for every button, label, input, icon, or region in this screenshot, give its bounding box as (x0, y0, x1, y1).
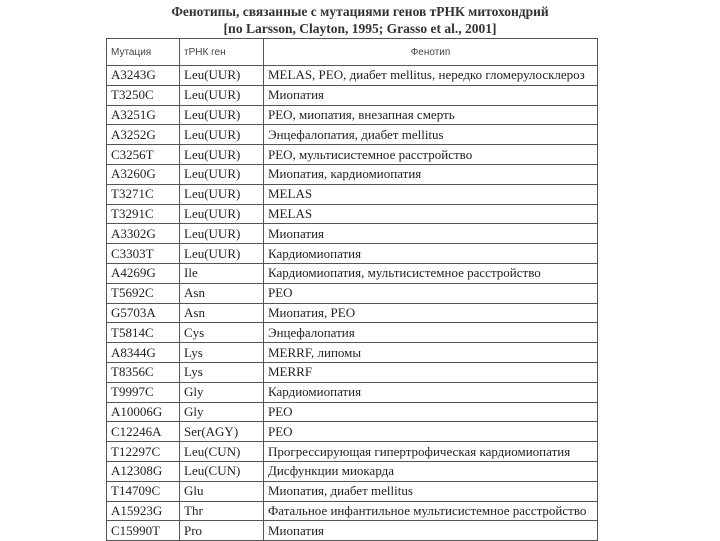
cell-mutation: T5814C (107, 323, 180, 343)
cell-mutation: C12246A (107, 422, 180, 442)
table-row (107, 184, 598, 204)
cell-mutation: T12297C (107, 442, 180, 462)
cell-phenotype: Миопатия, PEO (264, 303, 598, 323)
cell-phenotype: Кардиомиопатия (264, 382, 598, 402)
cell-trna-gene: Lys (180, 362, 264, 382)
cell-trna-gene: Cys (180, 323, 264, 343)
cell-phenotype: Миопатия (264, 521, 598, 541)
mutation-phenotype-table (106, 38, 598, 541)
cell-mutation: A3252G (107, 125, 180, 145)
table-row (107, 442, 598, 462)
cell-mutation: A4269G (107, 263, 180, 283)
cell-phenotype: PEO (264, 422, 598, 442)
cell-phenotype: MERRF, липомы (264, 343, 598, 363)
cell-trna-gene: Leu(UUR) (180, 85, 264, 105)
cell-trna-gene: Gly (180, 402, 264, 422)
table-row (107, 85, 598, 105)
cell-trna-gene: Leu(CUN) (180, 442, 264, 462)
table-row (107, 461, 598, 481)
column-header-phenotype: Фенотип (264, 39, 598, 66)
table-row (107, 224, 598, 244)
cell-phenotype: Миопатия, диабет mellitus (264, 481, 598, 501)
cell-phenotype: MELAS, PEO, диабет mellitus, нередко гломерулосклероз (264, 66, 598, 86)
table-row (107, 204, 598, 224)
cell-phenotype: Миопатия, кардиомиопатия (264, 164, 598, 184)
table-row (107, 125, 598, 145)
column-header-trna-gene: тРНК ген (180, 39, 264, 66)
cell-mutation: T3271C (107, 184, 180, 204)
table-row (107, 521, 598, 541)
cell-trna-gene: Leu(UUR) (180, 224, 264, 244)
column-header-mutation: Мутация (107, 39, 180, 66)
cell-trna-gene: Leu(UUR) (180, 105, 264, 125)
cell-trna-gene: Leu(UUR) (180, 125, 264, 145)
cell-mutation: C3256T (107, 145, 180, 165)
cell-mutation: T9997C (107, 382, 180, 402)
cell-mutation: A8344G (107, 343, 180, 363)
cell-trna-gene: Leu(UUR) (180, 164, 264, 184)
cell-trna-gene: Leu(UUR) (180, 204, 264, 224)
cell-trna-gene: Glu (180, 481, 264, 501)
cell-mutation: T3250C (107, 85, 180, 105)
cell-mutation: T8356C (107, 362, 180, 382)
cell-trna-gene: Leu(CUN) (180, 461, 264, 481)
title-line-1: Фенотипы, связанные с мутациями генов тРНК митохондрий (171, 4, 549, 19)
table-row (107, 164, 598, 184)
cell-phenotype: Кардиомиопатия, мультисистемное расстройство (264, 263, 598, 283)
cell-trna-gene: Lys (180, 343, 264, 363)
cell-phenotype: Кардиомиопатия (264, 244, 598, 264)
table-row (107, 244, 598, 264)
cell-phenotype: Энцефалопатия, диабет mellitus (264, 125, 598, 145)
cell-phenotype: PEO (264, 402, 598, 422)
cell-mutation: A15923G (107, 501, 180, 521)
cell-mutation: A10006G (107, 402, 180, 422)
cell-mutation: A3302G (107, 224, 180, 244)
cell-phenotype: Фатальное инфантильное мультисистемное расстройство (264, 501, 598, 521)
table-row (107, 105, 598, 125)
cell-phenotype: MELAS (264, 204, 598, 224)
table-row (107, 263, 598, 283)
cell-mutation: C3303T (107, 244, 180, 264)
cell-mutation: A3260G (107, 164, 180, 184)
cell-trna-gene: Leu(UUR) (180, 145, 264, 165)
cell-trna-gene: Leu(UUR) (180, 66, 264, 86)
cell-phenotype: Энцефалопатия (264, 323, 598, 343)
table-row (107, 323, 598, 343)
table-row (107, 422, 598, 442)
title-line-2-citation: [по Larsson, Clayton, 1995; Grasso et al., 2001] (223, 21, 497, 36)
cell-trna-gene: Thr (180, 501, 264, 521)
cell-phenotype: Миопатия (264, 224, 598, 244)
table-row (107, 501, 598, 521)
cell-mutation: A3243G (107, 66, 180, 86)
cell-trna-gene: Ser(AGY) (180, 422, 264, 442)
cell-phenotype: PEO (264, 283, 598, 303)
cell-trna-gene: Leu(UUR) (180, 244, 264, 264)
cell-mutation: G5703A (107, 303, 180, 323)
table-row (107, 382, 598, 402)
cell-phenotype: PEO, миопатия, внезапная смерть (264, 105, 598, 125)
cell-mutation: A3251G (107, 105, 180, 125)
table-row (107, 362, 598, 382)
cell-phenotype: MELAS (264, 184, 598, 204)
cell-mutation: T14709C (107, 481, 180, 501)
cell-trna-gene: Gly (180, 382, 264, 402)
cell-trna-gene: Asn (180, 303, 264, 323)
cell-trna-gene: Ile (180, 263, 264, 283)
cell-mutation: T5692C (107, 283, 180, 303)
cell-trna-gene: Leu(UUR) (180, 184, 264, 204)
table-row (107, 145, 598, 165)
cell-phenotype: Дисфункции миокарда (264, 461, 598, 481)
table-row (107, 343, 598, 363)
table-row (107, 402, 598, 422)
cell-trna-gene: Asn (180, 283, 264, 303)
cell-mutation: C15990T (107, 521, 180, 541)
cell-phenotype: Миопатия (264, 85, 598, 105)
cell-phenotype: PEO, мультисистемное расстройство (264, 145, 598, 165)
table-row (107, 481, 598, 501)
table-row (107, 283, 598, 303)
table-row (107, 66, 598, 86)
table-row (107, 303, 598, 323)
cell-mutation: A12308G (107, 461, 180, 481)
cell-phenotype: Прогрессирующая гипертрофическая кардиомиопатия (264, 442, 598, 462)
table-header-row (107, 39, 598, 66)
cell-trna-gene: Pro (180, 521, 264, 541)
cell-mutation: T3291C (107, 204, 180, 224)
table-body (107, 66, 598, 541)
cell-phenotype: MERRF (264, 362, 598, 382)
